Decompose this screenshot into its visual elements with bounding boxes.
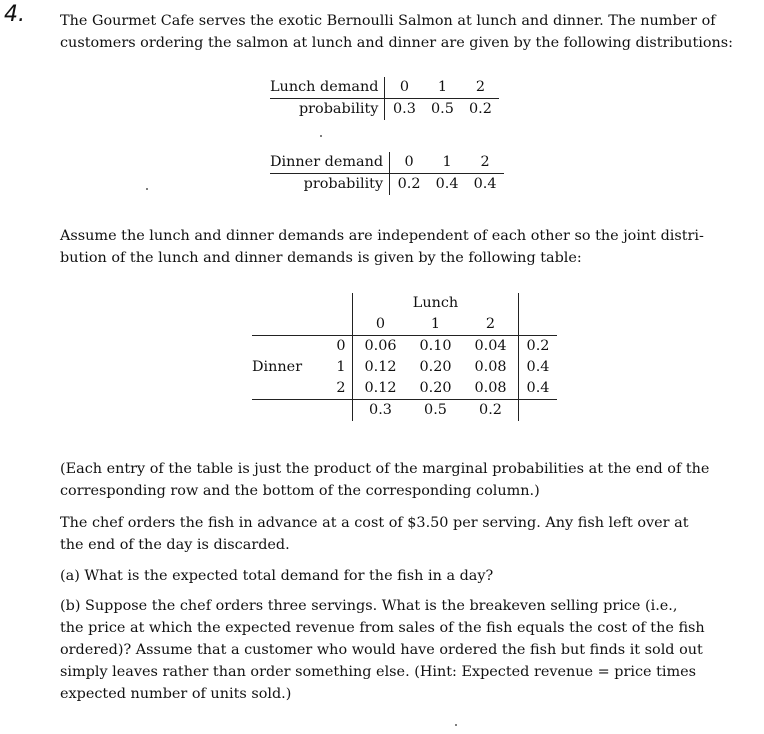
dinner-probability-value: 0.2 bbox=[397, 176, 421, 192]
joint-cell: 0.20 bbox=[419, 359, 452, 375]
part-b-line: simply leaves rather than order something else. (Hint: Expected revenue = price times bbox=[60, 664, 697, 680]
lunch-demand-label: Lunch demand bbox=[270, 77, 385, 99]
joint-cell: 0.08 bbox=[463, 378, 519, 400]
intro-line: The Gourmet Cafe serves the exotic Bernoulli Salmon at lunch and dinner. The number of bbox=[60, 13, 716, 29]
chef-line: the end of the day is discarded. bbox=[60, 537, 290, 553]
joint-cell: 0.12 bbox=[353, 378, 409, 400]
lunch-demand-value: 1 bbox=[423, 77, 461, 99]
lunch-column-value: 0 bbox=[353, 314, 409, 336]
lunch-column-value: 2 bbox=[463, 314, 519, 336]
lunch-probability-value: 0.5 bbox=[430, 101, 454, 117]
lunch-marginal: 0.5 bbox=[424, 402, 447, 418]
dinner-demand-label: Dinner demand bbox=[270, 152, 390, 174]
joint-cell: 0.06 bbox=[353, 336, 409, 358]
lunch-probability-label: probability bbox=[270, 99, 385, 121]
dinner-marginal: 0.2 bbox=[519, 336, 558, 358]
part-b-line: ordered)? Assume that a customer who would have ordered the fish but finds it sold out bbox=[60, 642, 703, 658]
dinner-row-value: 1 bbox=[336, 359, 346, 375]
intro-line: customers ordering the salmon at lunch and dinner are given by the following distributions: bbox=[60, 35, 734, 51]
stray-dot bbox=[455, 724, 457, 726]
joint-cell: 0.04 bbox=[474, 338, 507, 354]
dinner-demand-value: 0 bbox=[390, 152, 429, 174]
lunch-demand-table bbox=[270, 77, 499, 120]
each-entry-line: (Each entry of the table is just the product of the marginal probabilities at the end of the bbox=[60, 461, 710, 477]
joint-cell: 0.20 bbox=[408, 378, 463, 400]
part-b-line: expected number of units sold.) bbox=[60, 686, 292, 702]
joint-cell: 0.12 bbox=[353, 357, 409, 378]
lunch-marginal: 0.2 bbox=[479, 402, 502, 418]
joint-distribution-table bbox=[252, 293, 557, 421]
problem-number: 4. bbox=[4, 2, 25, 27]
part-b-paragraph bbox=[60, 595, 760, 705]
each-entry-paragraph bbox=[60, 458, 760, 502]
lunch-marginal: 0.3 bbox=[353, 400, 409, 422]
stray-dot bbox=[320, 135, 322, 137]
part-a-paragraph bbox=[60, 565, 760, 587]
dinner-row-value: 2 bbox=[330, 378, 353, 400]
dinner-group-label: Dinner bbox=[252, 359, 303, 375]
assume-paragraph bbox=[60, 225, 760, 269]
lunch-column-value: 1 bbox=[408, 314, 463, 336]
lunch-probability-value: 0.2 bbox=[468, 101, 492, 117]
each-entry-line: corresponding row and the bottom of the corresponding column.) bbox=[60, 483, 540, 499]
stray-dot bbox=[146, 188, 148, 190]
part-a-line: (a) What is the expected total demand for the fish in a day? bbox=[60, 568, 494, 584]
lunch-probability-value: 0.3 bbox=[392, 101, 416, 117]
chef-line: The chef orders the fish in advance at a cost of $3.50 per serving. Any fish left over at bbox=[60, 515, 689, 531]
dinner-marginal: 0.4 bbox=[519, 378, 558, 400]
lunch-demand-value: 2 bbox=[461, 77, 499, 99]
dinner-probability-value: 0.4 bbox=[435, 176, 459, 192]
intro-paragraph bbox=[60, 10, 760, 54]
dinner-demand-value: 2 bbox=[466, 152, 504, 174]
assume-line: bution of the lunch and dinner demands is given by the following table: bbox=[60, 250, 582, 266]
joint-cell: 0.08 bbox=[474, 359, 507, 375]
part-b-line: (b) Suppose the chef orders three servings. What is the breakeven selling price (i.e., bbox=[60, 598, 678, 614]
dinner-demand-table bbox=[270, 152, 504, 195]
lunch-group-label: Lunch bbox=[412, 295, 459, 311]
lunch-demand-value: 0 bbox=[385, 77, 424, 99]
dinner-demand-value: 1 bbox=[428, 152, 466, 174]
dinner-probability-value: 0.4 bbox=[473, 176, 497, 192]
assume-line: Assume the lunch and dinner demands are independent of each other so the joint distri- bbox=[60, 228, 704, 244]
dinner-row-value: 0 bbox=[336, 338, 346, 354]
part-b-line: the price at which the expected revenue from sales of the fish equals the cost of the fish bbox=[60, 620, 705, 636]
chef-paragraph bbox=[60, 512, 760, 556]
dinner-marginal: 0.4 bbox=[519, 357, 558, 378]
dinner-probability-label: probability bbox=[270, 174, 390, 196]
joint-cell: 0.10 bbox=[419, 338, 452, 354]
